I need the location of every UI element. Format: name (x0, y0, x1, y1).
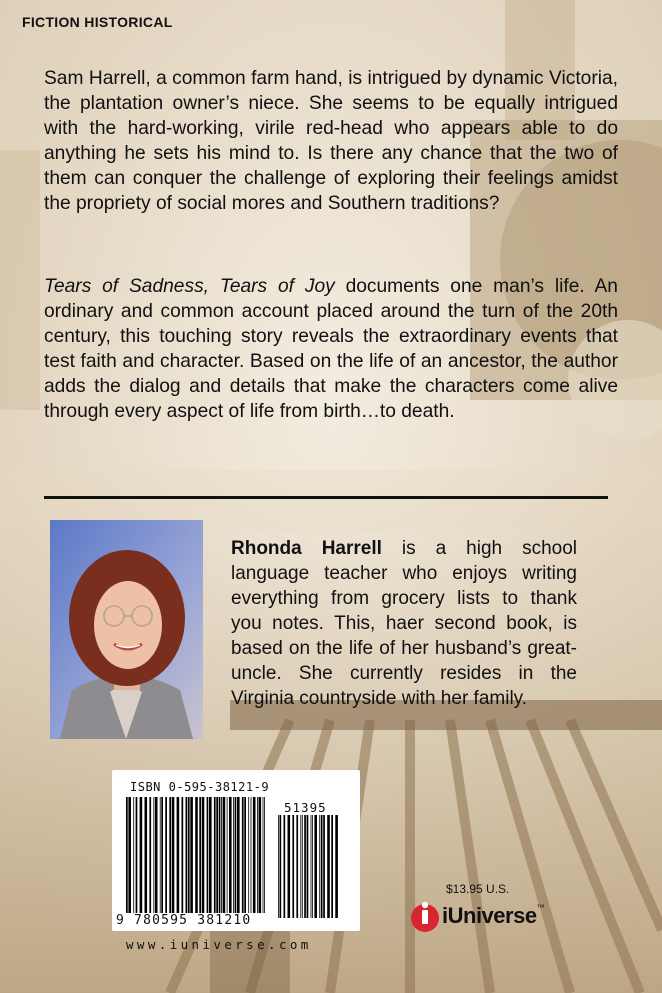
trademark-symbol: ™ (536, 903, 545, 912)
barcode-bar (278, 815, 279, 918)
barcode-bar (177, 797, 180, 913)
barcode-bar (284, 815, 286, 918)
barcode-bar (219, 797, 221, 913)
barcode-bar (126, 797, 128, 913)
barcode-bar (128, 797, 131, 913)
barcode-bar (233, 797, 234, 913)
barcode-bar (169, 797, 171, 913)
barcode-bar (237, 797, 240, 913)
supplement-barcode (278, 815, 340, 918)
blurb-paragraph-1: Sam Harrell, a common farm hand, is intrigued by dynamic Victoria, the plantation owner’s niece. She seems to be equally intrigued with the hard-working, virile red-head who appears able to do anything he sets his mind to. Is there any chance that the two of them can conquer the challenge of exploring their feelings amidst the propriety of social mores and Southern traditions? (44, 68, 618, 214)
barcode-bar (331, 815, 333, 918)
barcode-bar (149, 797, 151, 913)
barcode-bar (190, 797, 193, 913)
barcode-bar (223, 797, 226, 913)
publisher-name: iUniverse (442, 903, 537, 928)
blurb-paragraph-2-text: documents one man’s life. An ordinary and common account placed around the turn of the 20th century, this touching story reveals the extraordinary events that test faith and character. Based on the life of an ancestor, the author adds the dialog and details that make the characters come alive through every aspect of life from birth…to death. (44, 276, 618, 422)
ean-digits: 9 780595 381210 (116, 913, 252, 928)
barcode-bar (327, 815, 330, 918)
barcode-bar (264, 797, 265, 913)
barcode-bar (321, 815, 323, 918)
author-name: Rhonda Harrell (231, 538, 382, 559)
barcode-bar (242, 797, 244, 913)
author-bio (231, 536, 577, 711)
barcode-bar (195, 797, 198, 913)
barcode-bar (280, 815, 282, 918)
barcode-box (112, 770, 360, 931)
barcode-bar (209, 797, 212, 913)
barcode-bar (257, 797, 258, 913)
barcode-bar (133, 797, 134, 913)
isbn-label: ISBN 0-595-38121-9 (130, 780, 270, 794)
barcode-bar (227, 797, 228, 913)
price-label: $13.95 U.S. (446, 882, 510, 896)
barcode-bar (259, 797, 262, 913)
barcode-bar (235, 797, 237, 913)
barcode-bar (155, 797, 158, 913)
book-title: Tears of Sadness, Tears of Joy (44, 276, 335, 297)
author-photo (50, 520, 203, 739)
barcode-bar (244, 797, 246, 913)
blurb-paragraph-2 (44, 274, 618, 424)
barcode-bar (136, 797, 138, 913)
barcode-bar (302, 815, 303, 918)
barcode-bar (304, 815, 306, 918)
section-divider (44, 496, 608, 499)
barcode-bar (312, 815, 313, 918)
barcode-bar (251, 797, 252, 913)
barcode-bar (307, 815, 309, 918)
iuniverse-mark-icon (410, 898, 440, 934)
barcode-bar (214, 797, 216, 913)
price-code: 51395 (284, 800, 327, 815)
barcode-bar (292, 815, 294, 918)
barcode-bar (323, 815, 325, 918)
barcode-bar (202, 797, 205, 913)
publisher-website: www.iuniverse.com (126, 937, 312, 952)
barcode-bar (335, 815, 338, 918)
barcode-bar (165, 797, 167, 913)
barcode-bar (319, 815, 320, 918)
genre-label: FICTION HISTORICAL (22, 14, 173, 30)
barcode-bar (161, 797, 163, 913)
ean-barcode (126, 797, 268, 913)
barcode-bar (216, 797, 218, 913)
barcode-bar (253, 797, 256, 913)
barcode-bar (263, 797, 264, 913)
barcode-bar (140, 797, 143, 913)
barcode-bar (153, 797, 154, 913)
barcode-bar (229, 797, 232, 913)
barcode-bar (182, 797, 184, 913)
barcode-bar (311, 815, 312, 918)
barcode-bar (199, 797, 201, 913)
barcode-bar (186, 797, 188, 913)
author-bio-text: is a high school language teacher who enjoys writing everything from grocery lists to thank you notes. This, haer second book, is based on the life of her husband’s great-uncle. She currently resides in the Virginia countryside with her family. (231, 538, 577, 709)
barcode-bar (207, 797, 209, 913)
barcode-bar (221, 797, 222, 913)
barcode-bar (188, 797, 190, 913)
barcode-bar (172, 797, 175, 913)
barcode-bar (288, 815, 291, 918)
publisher-logo (410, 898, 570, 934)
barcode-bar (145, 797, 148, 913)
barcode-bar (314, 815, 317, 918)
barcode-bar (300, 815, 301, 918)
barcode-bar (248, 797, 249, 913)
barcode-bar (160, 797, 161, 913)
barcode-bar (296, 815, 298, 918)
